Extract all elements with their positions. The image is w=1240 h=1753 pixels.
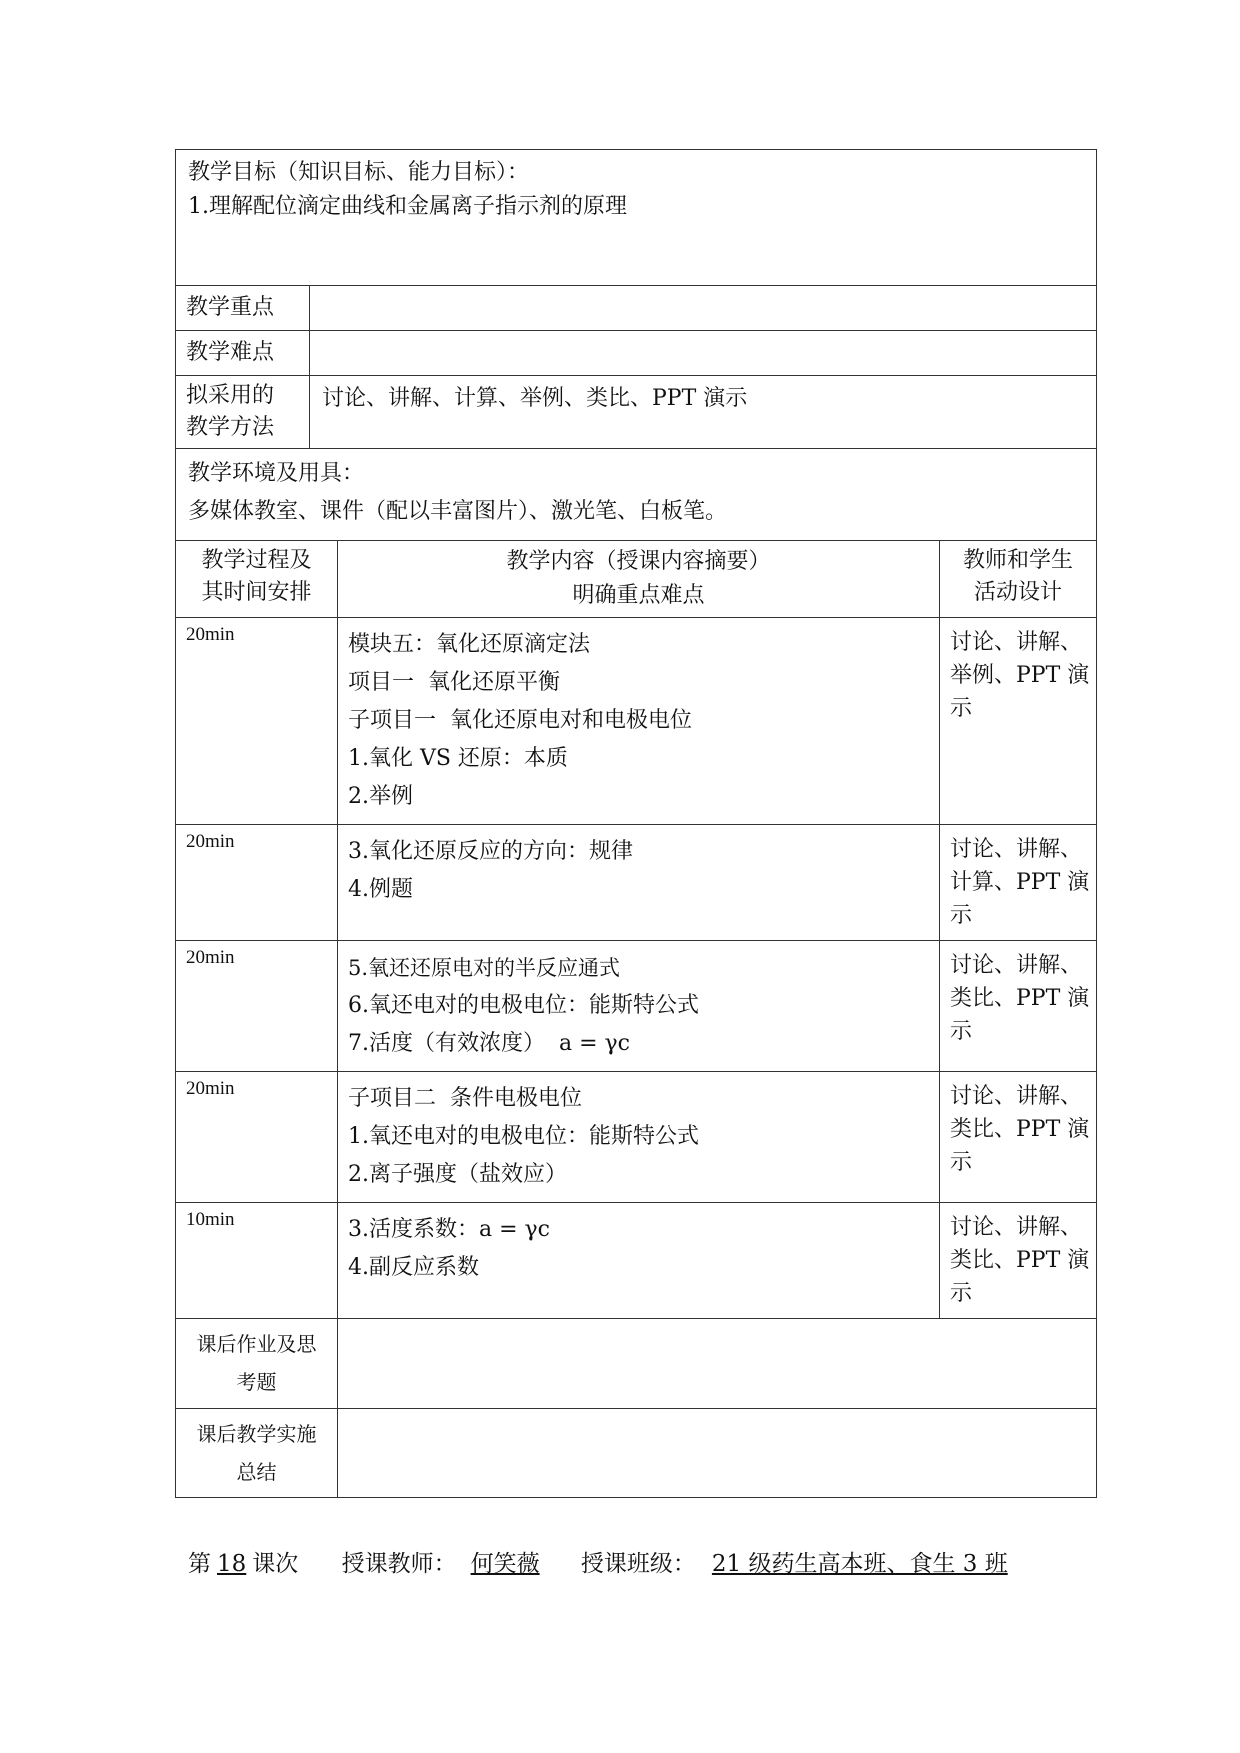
activity-line: 示 [950,903,973,928]
class-name: 21 级药生高本班、食生 3 班 [711,1551,1008,1577]
difficulties-value [310,331,1096,343]
activity-line: 示 [950,1019,973,1044]
key-points-label-cell [176,286,310,331]
time-cell [176,941,338,1072]
homework-value [338,1319,1096,1331]
activity-cell [940,825,1097,941]
homework-label-line1: 课后作业及思 [196,1332,317,1356]
teacher-label: 授课教师： [341,1551,457,1577]
activity-cell [940,941,1097,1072]
lesson-number: 18 [217,1551,247,1577]
content-cell [338,825,940,941]
activity-line: 类比、PPT 演 [950,1248,1090,1273]
time-value: 20min [186,947,235,968]
environment-cell [176,449,1097,541]
key-points-label: 教学重点 [186,295,275,320]
content-line: 5.氧还还原电对的半反应通式 [348,956,621,980]
methods-row [176,376,1097,449]
teacher-name: 何笑薇 [470,1551,540,1577]
key-points-value [310,286,1096,298]
difficulties-value-cell [310,331,1097,376]
time-cell [176,618,338,825]
time-cell [176,1203,338,1319]
content-line: 1.氧化 VS 还原：本质 [348,746,568,771]
time-cell [176,1072,338,1203]
difficulties-row [176,331,1097,376]
content-cell [338,618,940,825]
homework-value-cell [338,1319,1097,1409]
environment-value: 多媒体教室、课件（配以丰富图片）、激光笔、白板笔。 [188,499,728,524]
content-line: 子项目一 氧化还原电对和电极电位 [348,708,692,733]
summary-label-cell [176,1409,338,1498]
methods-value: 讨论、讲解、计算、举例、类比、PPT 演示 [322,386,748,411]
homework-label-cell [176,1319,338,1409]
key-points-row [176,286,1097,331]
methods-label-line1: 拟采用的 [186,383,275,408]
activity-line: 讨论、讲解、 [950,1084,1083,1109]
footer-lesson-suffix: 课次 [252,1551,299,1577]
header-content-line1: 教学内容（授课内容摘要） [506,549,771,574]
activity-line: 讨论、讲解、 [950,630,1083,655]
header-col-content [338,541,940,618]
header-time-line1: 教学过程及 [201,548,312,573]
content-line: 1.氧还电对的电极电位：能斯特公式 [348,1124,699,1149]
header-content-line2: 明确重点难点 [572,583,705,608]
activity-line: 类比、PPT 演 [950,986,1090,1011]
activity-line: 类比、PPT 演 [950,1117,1090,1142]
footer-prefix: 第 [188,1551,211,1577]
activity-line: 讨论、讲解、 [950,837,1083,862]
methods-label-cell [176,376,310,449]
time-value: 20min [186,1078,235,1099]
table-row [176,1072,1097,1203]
class-label: 授课班级： [580,1551,696,1577]
process-header-row [176,541,1097,618]
summary-label-line1: 课后教学实施 [196,1422,317,1446]
content-line: 3.活度系数：a = γc [348,1217,550,1242]
content-line: 6.氧还电对的电极电位：能斯特公式 [348,993,699,1018]
activity-cell [940,1203,1097,1319]
content-line: 项目一 氧化还原平衡 [348,670,560,695]
content-line: 2.离子强度（盐效应） [348,1162,567,1187]
environment-heading: 教学环境及用具： [188,461,365,486]
content-line: 模块五：氧化还原滴定法 [348,632,591,657]
header-col-time [176,541,338,618]
content-line: 2.举例 [348,784,413,809]
difficulties-label: 教学难点 [186,340,275,365]
content-line: 4.例题 [348,877,413,902]
content-line: 4.副反应系数 [348,1255,479,1280]
activity-line: 讨论、讲解、 [950,953,1083,978]
time-value: 20min [186,624,235,645]
time-cell [176,825,338,941]
activity-line: 示 [950,1281,973,1306]
activity-line: 示 [950,696,973,721]
lesson-footer [188,1545,1008,1578]
table-row [176,618,1097,825]
difficulties-label-cell [176,331,310,376]
content-line: 3.氧化还原反应的方向：规律 [348,839,633,864]
activity-line: 举例、PPT 演 [950,663,1090,688]
content-line: 子项目二 条件电极电位 [348,1086,582,1111]
lesson-plan-table [175,149,1097,1498]
activity-line: 示 [950,1150,973,1175]
content-cell [338,1072,940,1203]
activity-line: 计算、PPT 演 [950,870,1090,895]
objectives-heading: 教学目标（知识目标、能力目标）： [188,160,530,185]
environment-row [176,449,1097,541]
activity-cell [940,618,1097,825]
table-row [176,1203,1097,1319]
activity-line: 讨论、讲解、 [950,1215,1083,1240]
objectives-row [176,150,1097,286]
header-activity-line1: 教师和学生 [962,548,1073,573]
objectives-item: 1.理解配位滴定曲线和金属离子指示剂的原理 [188,194,627,219]
header-time-line2: 其时间安排 [201,580,312,605]
content-cell [338,1203,940,1319]
header-activity-line2: 活动设计 [973,580,1062,605]
methods-label-line2: 教学方法 [186,415,275,440]
summary-value-cell [338,1409,1097,1498]
time-value: 20min [186,831,235,852]
methods-value-cell [310,376,1097,449]
activity-cell [940,1072,1097,1203]
table-row [176,941,1097,1072]
content-line: 7.活度（有效浓度） a = γc [348,1031,630,1056]
header-col-activity [940,541,1097,618]
content-cell [338,941,940,1072]
homework-row [176,1319,1097,1409]
homework-label-line2: 考题 [236,1370,277,1394]
time-value: 10min [186,1209,235,1230]
summary-label-line2: 总结 [236,1460,277,1484]
summary-row [176,1409,1097,1498]
objectives-cell [176,150,1097,286]
summary-value [338,1409,1096,1421]
key-points-value-cell [310,286,1097,331]
table-row [176,825,1097,941]
